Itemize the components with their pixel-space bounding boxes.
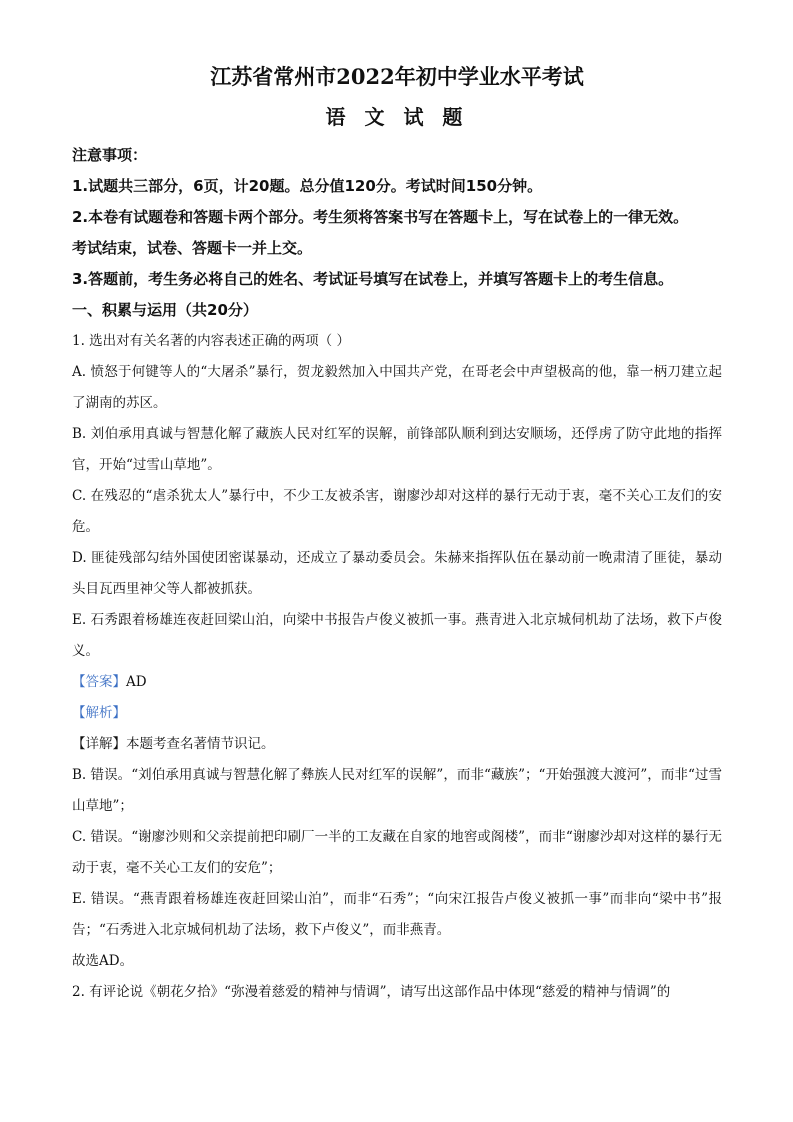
answer-value: AD (126, 674, 147, 690)
option-d: D. 匪徒残部勾结外国使团密谋暴动，还成立了暴动委员会。朱赫来指挥队伍在暴动前一晚肃清了匪徒，暴动头目瓦西里神父等人都被抓获。 (72, 550, 722, 597)
option-a: A. 愤怒于何键等人的“大屠杀”暴行，贺龙毅然加入中国共产党，在哥老会中声望极高的他，靠一柄刀建立起了湖南的苏区。 (72, 364, 722, 411)
explanation-e: E. 错误。“燕青跟着杨雄连夜赶回梁山泊”，而非“石秀”；“向宋江报告卢俊义被抓一事”而非向“梁中书”报告；“石秀进入北京城伺机劫了法场，救下卢俊义”，而非燕青。 (72, 891, 722, 938)
conclusion-line: 故选AD。 (72, 953, 134, 969)
explanation-c: C. 错误。“谢廖沙则和父亲提前把印刷厂一半的工友藏在自家的地窖或阁楼”，而非“谢廖沙却对这样的暴行无动于衷，毫不关心工友们的安危”； (72, 829, 722, 876)
analysis-line (72, 698, 722, 729)
question-stem: 1. 选出对有关名著的内容表述正确的两项（ ） (72, 333, 350, 349)
question-2 (72, 977, 722, 1008)
exam-title: 江苏省常州市2022年初中学业水平考试 (210, 64, 584, 89)
notice-section (72, 140, 722, 295)
option-c: C. 在残忍的“虐杀犹太人”暴行中，不少工友被杀害，谢廖沙却对这样的暴行无动于衷，毫不关心工友们的安危。 (72, 488, 722, 535)
notice-item-1: 1.试题共三部分，6页，计20题。总分值120分。考试时间150分钟。 (72, 177, 543, 195)
exam-subtitle: 语 文 试 题 (325, 105, 469, 129)
notice-item-3: 3.答题前，考生务必将自己的姓名、考试证号填写在试卷上，并填写答题卡上的考生信息。 (72, 270, 674, 288)
question-2-stem: 2. 有评论说《朝花夕拾》“弥漫着慈爱的精神与情调”，请写出这部作品中体现“慈爱的精神与情调”的 (72, 984, 671, 1000)
notice-item-2: 2.本卷有试题卷和答题卡两个部分。考生须将答案书写在答题卡上，写在试卷上的一律无效。 (72, 208, 689, 226)
analysis-tag: 【解析】 (72, 705, 126, 721)
answer-line (72, 667, 722, 698)
exam-page (72, 62, 722, 1008)
question-1 (72, 326, 722, 977)
option-b: B. 刘伯承用真诚与智慧化解了藏族人民对红军的误解，前锋部队顺利到达安顺场，还俘虏了防守此地的指挥官，开始“过雪山草地”。 (72, 426, 722, 473)
notice-item-2-cont: 考试结束，试卷、答题卡一并上交。 (72, 239, 313, 257)
detail-line: 【详解】本题考查名著情节识记。 (72, 736, 275, 752)
section-heading: 一、积累与运用（共20分） (72, 301, 258, 319)
notice-heading: 注意事项： (72, 146, 148, 164)
answer-tag: 【答案】 (72, 674, 126, 690)
option-e: E. 石秀跟着杨雄连夜赶回梁山泊，向梁中书报告卢俊义被抓一事。燕青进入北京城伺机劫了法场，救下卢俊义。 (72, 612, 722, 659)
explanation-b: B. 错误。“刘伯承用真诚与智慧化解了彝族人民对红军的误解”，而非“藏族”；“开始强渡大渡河”，而非“过雪山草地”； (72, 767, 722, 814)
